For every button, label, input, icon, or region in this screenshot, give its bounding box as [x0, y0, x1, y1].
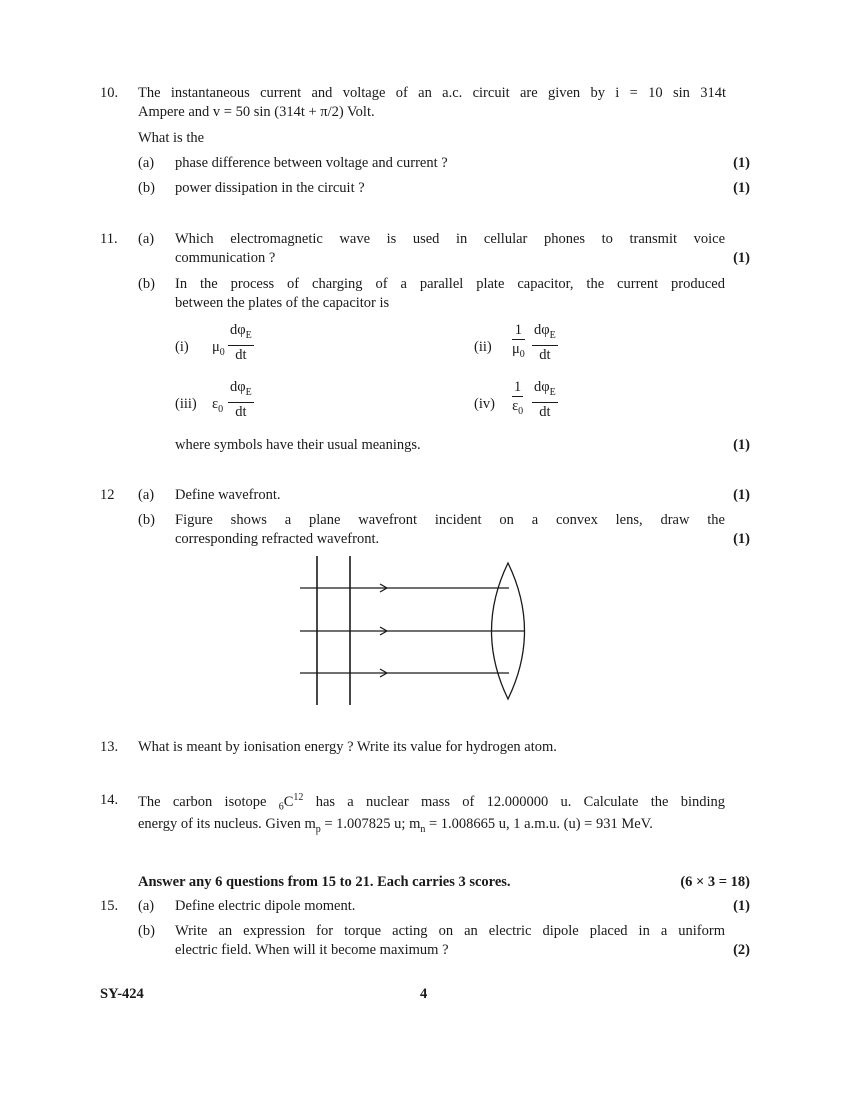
q11-option-iii-label: (iii) [175, 396, 197, 412]
footer-paper-code: SY-424 [100, 986, 144, 1002]
section-instruction: Answer any 6 questions from 15 to 21. Each carries 3 scores. [138, 874, 511, 890]
q15-a-marks: (1) [733, 898, 750, 914]
wavefront-lens-figure [295, 553, 530, 708]
q12-a-marks: (1) [733, 487, 750, 503]
q11-number: 11. [100, 231, 118, 247]
q10-b-marks: (1) [733, 180, 750, 196]
q11-option-i-fraction: $d\varphi_E$ dt [230, 322, 252, 363]
q10-a-label: (a) [138, 155, 155, 171]
q10-b-label: (b) [138, 180, 155, 196]
q11-closing: where symbols have their usual meanings. [175, 437, 421, 453]
q11-a-label: (a) [138, 231, 155, 247]
q10-lead: What is the [138, 130, 205, 146]
q14-number: 14. [100, 792, 119, 808]
q11-option-iii-fraction: $d\varphi_E$ dt [230, 379, 252, 420]
section-total: (6 × 3 = 18) [680, 874, 750, 890]
q12-a-text: Define wavefront. [175, 487, 281, 503]
q10-line1: The instantaneous current and voltage of an a.c. circuit are given by i = 10 sin 314t [138, 85, 726, 101]
q12-b-marks: (1) [733, 531, 750, 547]
q12-a-label: (a) [138, 487, 155, 503]
q12-b-line1: Figure shows a plane wavefront incident on a convex lens, draw the [175, 512, 725, 528]
q10-b-text: power dissipation in the circuit ? [175, 180, 365, 196]
q11-b-line2: between the plates of the capacitor is [175, 295, 390, 311]
q11-b-label: (b) [138, 276, 155, 292]
q14-line2: energy of its nucleus. Given $m_p = 1.007825$ u; $m_n = 1.008665$ u, 1 a.m.u. (u) = 931 MeV. [138, 816, 653, 835]
q11-option-iii-coef: $\varepsilon_0$ [212, 396, 224, 415]
q11-b-line1: In the process of charging of a parallel plate capacitor, the current produced [175, 276, 725, 292]
q10-a-marks: (1) [733, 155, 750, 171]
q11-option-ii-prefactor: $\frac{1}{\mu_0}$ [512, 322, 525, 360]
q15-a-label: (a) [138, 898, 155, 914]
q11-a-marks: (1) [733, 250, 750, 266]
q15-number: 15. [100, 898, 119, 914]
q11-option-ii-fraction: $d\varphi_E$ dt [534, 322, 556, 363]
q11-option-i-coef: $\mu_0$ [212, 339, 225, 358]
q10-line2: Ampere and v = 50 sin (314t + π/2) Volt. [138, 104, 375, 120]
q12-number: 12 [100, 487, 115, 503]
q11-option-iv-fraction: $d\varphi_E$ dt [534, 379, 556, 420]
q15-a-text: Define electric dipole moment. [175, 898, 356, 914]
q15-b-marks: (2) [733, 942, 750, 958]
q15-b-line1: Write an expression for torque acting on an electric dipole placed in a uniform [175, 923, 725, 939]
q11-b-marks: (1) [733, 437, 750, 453]
q14-line1: The carbon isotope $_6C^{12}$ has a nuclear mass of 12.000000 u. Calculate the binding [138, 792, 725, 813]
q15-b-line2: electric field. When will it become maximum ? [175, 942, 449, 958]
q11-option-i-label: (i) [175, 339, 189, 355]
q13-text: What is meant by ionisation energy ? Write its value for hydrogen atom. [138, 739, 557, 755]
q11-option-iv-label: (iv) [474, 396, 495, 412]
q11-a-line2: communication ? [175, 250, 276, 266]
q11-option-iv-prefactor: $\frac{1}{\varepsilon_0}$ [512, 379, 524, 417]
q15-b-label: (b) [138, 923, 155, 939]
q11-a-line1: Which electromagnetic wave is used in cellular phones to transmit voice [175, 231, 725, 247]
q10-number: 10. [100, 85, 119, 101]
footer-page-number: 4 [420, 986, 428, 1002]
q13-number: 13. [100, 739, 119, 755]
q11-option-ii-label: (ii) [474, 339, 492, 355]
q12-b-line2: corresponding refracted wavefront. [175, 531, 380, 547]
q10-a-text: phase difference between voltage and current ? [175, 155, 448, 171]
q12-b-label: (b) [138, 512, 155, 528]
